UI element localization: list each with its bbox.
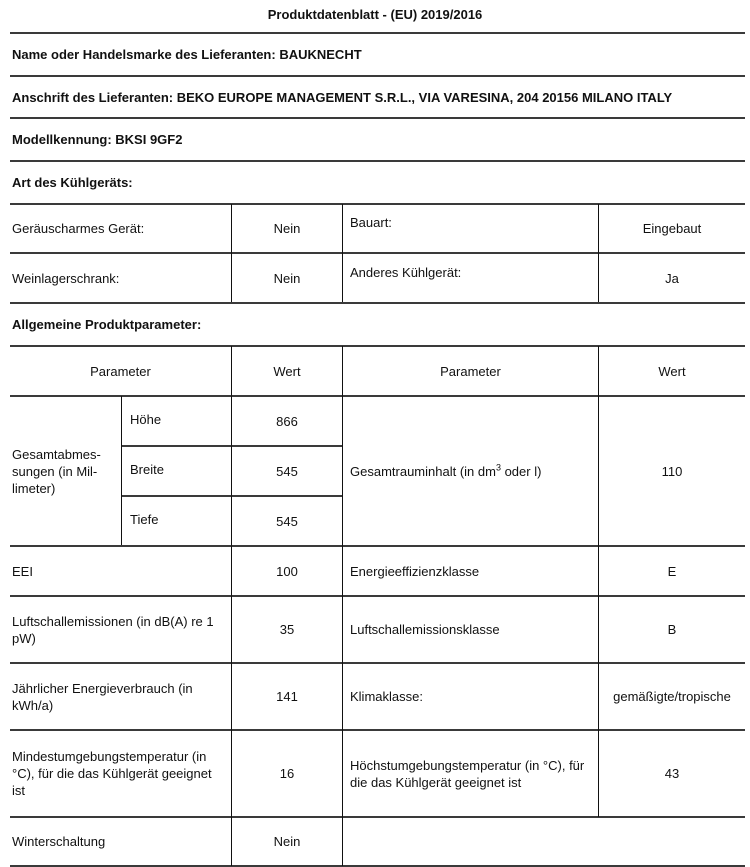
- dimension-height-value: 866: [276, 413, 298, 429]
- divider: [10, 32, 745, 34]
- column-divider: [121, 396, 122, 545]
- header-value: Wert: [658, 363, 686, 379]
- divider: [10, 117, 745, 119]
- row-value: 43: [664, 766, 680, 781]
- header-value: Wert: [273, 363, 301, 379]
- row-label: Winterschaltung: [12, 834, 106, 849]
- header-parameter: Parameter: [90, 363, 151, 379]
- dimension-depth-value: 545: [276, 513, 298, 529]
- row-label: Luftschallemissionsklasse: [350, 622, 500, 637]
- row-label: EEI: [12, 563, 33, 579]
- row-label: Höchstumgebungstemperatur (in °C), für die das Kühlgerät geeignet ist: [350, 757, 585, 790]
- row-label: Jährlicher Energieverbrauch (in kWh/a): [12, 680, 193, 713]
- appliance-type-heading: Art des Kühlgeräts:: [12, 175, 133, 190]
- row-value: 141: [276, 689, 298, 704]
- row-label: Luftschallemissionen (in dB(A) re 1 pW): [12, 613, 214, 646]
- row-label: Klimaklasse:: [350, 689, 423, 704]
- header-parameter: Parameter: [440, 363, 501, 379]
- general-parameters-heading: Allgemeine Produktparameter:: [12, 317, 202, 332]
- table-border: [10, 302, 745, 304]
- dimensions-label-line: limeter): [12, 480, 56, 496]
- row-value: Eingebaut: [642, 221, 702, 236]
- dimension-width-label: Breite: [130, 462, 164, 477]
- document-title: Produktdatenblatt - (EU) 2019/2016: [267, 7, 483, 22]
- volume-label-text: Gesamtrauminhalt (in dm: [350, 463, 496, 479]
- supplier-name: Name oder Handelsmarke des Lieferanten: BAUKNECHT: [12, 47, 362, 62]
- row-label: Geräuscharmes Gerät:: [12, 221, 145, 236]
- volume-value: 110: [661, 463, 683, 479]
- volume-label-text: oder l): [500, 463, 542, 479]
- divider: [10, 160, 745, 162]
- row-value: B: [667, 622, 677, 637]
- divider: [10, 75, 745, 77]
- row-label: Bauart:: [350, 215, 392, 230]
- dimension-depth-label: Tiefe: [130, 512, 159, 527]
- column-divider: [342, 204, 343, 302]
- row-label: Weinlagerschrank:: [12, 270, 120, 286]
- dimension-width-value: 545: [276, 463, 298, 479]
- row-label: Anderes Kühlgerät:: [350, 265, 462, 280]
- row-value: Nein: [273, 834, 301, 849]
- volume-label: [350, 463, 541, 480]
- dimensions-label-line: Gesamtabmes-: [12, 446, 101, 462]
- row-value: E: [667, 563, 677, 579]
- column-divider: [342, 346, 343, 866]
- row-label: Mindestumgebungstemperatur (in °C), für die das Kühlgerät geeignet ist: [12, 749, 212, 798]
- row-value: Ja: [665, 270, 679, 286]
- dimensions-label: [12, 446, 101, 497]
- table-border: [121, 445, 232, 447]
- row-value: 100: [276, 563, 298, 579]
- row-label: Energieeffizienzklasse: [350, 563, 480, 579]
- row-value: 16: [279, 766, 295, 781]
- volume-label-superscript: 3: [495, 462, 501, 473]
- row-value: Nein: [273, 221, 301, 236]
- dimensions-label-line: sungen (in Mil-: [12, 463, 98, 479]
- dimension-height-label: Höhe: [130, 412, 162, 427]
- row-value: Nein: [273, 270, 301, 286]
- row-value: 35: [279, 622, 295, 637]
- supplier-address: Anschrift des Lieferanten: BEKO EUROPE MANAGEMENT S.R.L., VIA VARESINA, 204 20156 MILANO ITALY: [12, 90, 673, 105]
- row-value: gemäßigte/tropische: [613, 689, 731, 704]
- table-border: [121, 495, 232, 497]
- model-identifier: Modellkennung: BKSI 9GF2: [12, 132, 183, 147]
